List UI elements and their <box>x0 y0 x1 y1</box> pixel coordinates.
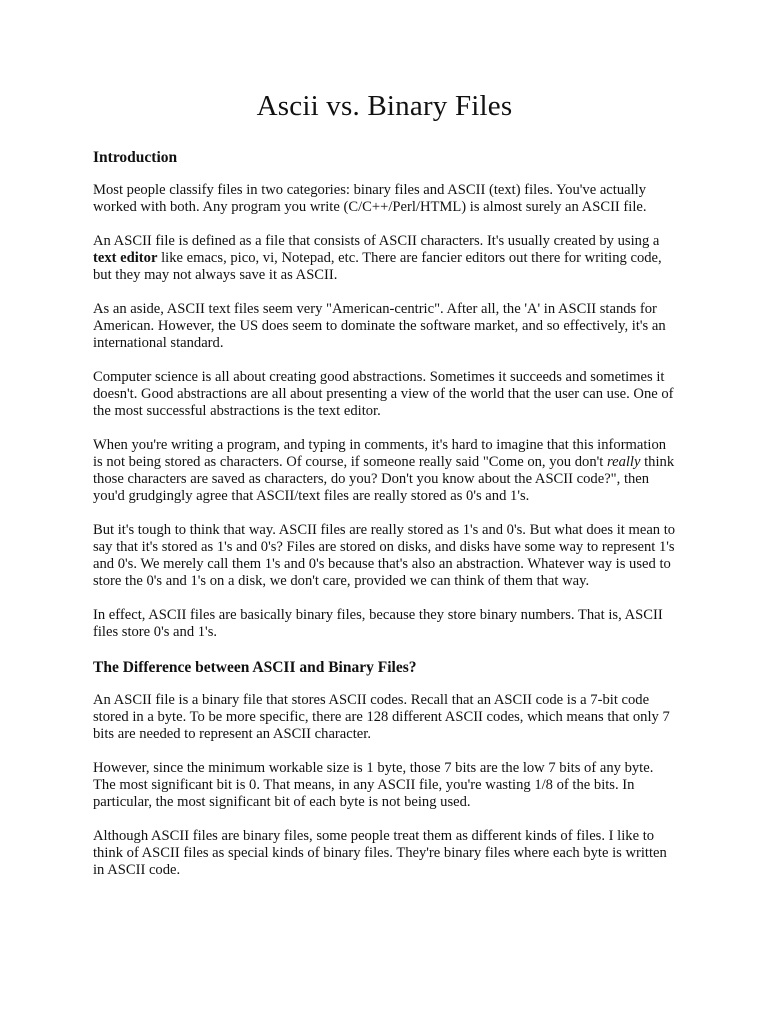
text-run: However, since the minimum workable size is 1 byte, those 7 bits are the low 7 bits of any byte. The most significant bit is 0. That means, in any ASCII file, you're wasting 1/8 of the bits. In particular, the most significant bit of each byte is not being used. <box>93 760 654 810</box>
section-introduction <box>93 148 676 641</box>
text-run: An ASCII file is defined as a file that consists of ASCII characters. It's usually created by using a <box>93 233 660 249</box>
bold-term: text editor <box>93 250 158 266</box>
document-title: Ascii vs. Binary Files <box>256 90 513 122</box>
paragraph <box>93 301 676 352</box>
paragraph <box>93 522 676 590</box>
text-run: Most people classify files in two categories: binary files and ASCII (text) files. You've actually worked with both. Any program you write (C/C++/Perl/HTML) is almost surely an ASCII file. <box>93 182 647 215</box>
text-run: like emacs, pico, vi, Notepad, etc. There are fancier editors out there for writing code, but they may not always save it as ASCII. <box>93 250 662 283</box>
paragraph <box>93 233 676 284</box>
paragraph <box>93 828 676 879</box>
paragraph <box>93 437 676 505</box>
paragraph <box>93 369 676 420</box>
section-heading: Introduction <box>93 149 178 166</box>
text-run: An ASCII file is a binary file that stores ASCII codes. Recall that an ASCII code is a 7-bit code stored in a byte. To be more specific, there are 128 different ASCII codes, which means that only 7 bits are needed to represent an ASCII character. <box>93 692 670 742</box>
text-run: As an aside, ASCII text files seem very "American-centric". After all, the 'A' in ASCII stands for American. However, the US does seem to dominate the software market, and so effectively, it's an international standard. <box>93 301 666 351</box>
text-run: In effect, ASCII files are basically binary files, because they store binary numbers. That is, ASCII files store 0's and 1's. <box>93 607 663 640</box>
text-run: But it's tough to think that way. ASCII files are really stored as 1's and 0's. But what does it mean to say that it's stored as 1's and 0's? Files are stored on disks, and disks have some way to represent 1's and 0's. We merely call them 1's and 0's because that's also an abstraction. Whatever way is used to store the 0's and 1's on a disk, we don't care, provided we can think of them that way. <box>93 522 676 589</box>
text-run: When you're writing a program, and typing in comments, it's hard to imagine that this information is not being stored as characters. Of course, if someone really said "Come on, you don't <box>93 437 667 470</box>
paragraph <box>93 182 676 216</box>
text-run: Computer science is all about creating good abstractions. Sometimes it succeeds and sometimes it doesn't. Good abstractions are all about presenting a view of the world that the user can use. One of the most successful abstractions is the text editor. <box>93 369 674 419</box>
italic-emphasis: really <box>606 454 641 470</box>
text-run: Although ASCII files are binary files, some people treat them as different kinds of files. I like to think of ASCII files as special kinds of binary files. They're binary files where each byte is written in ASCII code. <box>93 828 667 878</box>
section-heading: The Difference between ASCII and Binary Files? <box>93 659 417 676</box>
text-run: think those characters are saved as characters, do you? Don't you know about the ASCII code?", then you'd grudgingly agree that ASCII/text files are really stored as 0's and 1's. <box>93 454 675 504</box>
paragraph <box>93 692 676 743</box>
section-difference <box>93 658 676 879</box>
paragraph <box>93 607 676 641</box>
paragraph <box>93 760 676 811</box>
